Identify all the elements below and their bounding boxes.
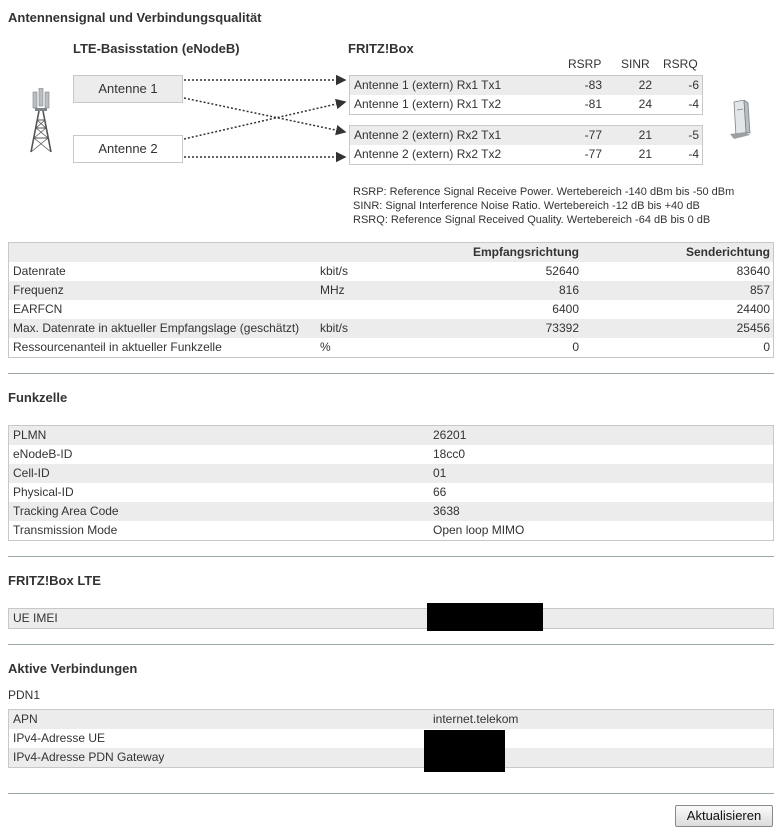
rate-rx: 73392 bbox=[545, 321, 579, 335]
col-head-rsrp: RSRP bbox=[568, 57, 602, 71]
separator bbox=[8, 793, 774, 794]
col-head-rsrq: RSRQ bbox=[663, 57, 698, 71]
router-icon bbox=[728, 100, 752, 140]
rates-table bbox=[8, 242, 774, 358]
table-row bbox=[9, 319, 773, 338]
cell-value: 26201 bbox=[433, 428, 467, 442]
table-row bbox=[9, 502, 773, 521]
legend-rsrp: RSRP: Reference Signal Receive Power. Wertebereich -140 dBm bis -50 dBm bbox=[353, 186, 735, 198]
signal-row-label: Antenne 2 (extern) Rx2 Tx1 bbox=[354, 128, 502, 142]
signal-sinr: 21 bbox=[638, 128, 652, 142]
signal-row-label: Antenne 1 (extern) Rx1 Tx2 bbox=[354, 97, 502, 111]
legend-rsrq: RSRQ: Reference Signal Received Quality. Wertebereich -64 dB bis 0 dB bbox=[353, 214, 711, 226]
cell-key: eNodeB-ID bbox=[13, 447, 73, 461]
rate-rx: 816 bbox=[558, 283, 579, 297]
rate-tx: 25456 bbox=[736, 321, 770, 335]
cell-key: PLMN bbox=[13, 428, 47, 442]
table-row bbox=[9, 748, 773, 767]
table-row bbox=[9, 609, 773, 628]
signal-rsrq: -6 bbox=[688, 78, 699, 92]
rate-unit: MHz bbox=[320, 283, 345, 297]
redacted-ip-addresses bbox=[424, 730, 505, 772]
imei-label: UE IMEI bbox=[13, 611, 58, 625]
table-row bbox=[9, 281, 773, 300]
rate-label: Ressourcenanteil in aktueller Funkzelle bbox=[13, 340, 222, 354]
table-row bbox=[9, 300, 773, 319]
table-row bbox=[9, 521, 773, 540]
header-rx: Empfangsrichtung bbox=[472, 245, 579, 259]
cell-value: 01 bbox=[433, 466, 447, 480]
table-row bbox=[9, 483, 773, 502]
header-tx: Senderichtung bbox=[685, 245, 770, 259]
rate-rx: 6400 bbox=[552, 302, 579, 316]
table-row bbox=[9, 445, 773, 464]
legend-sinr: SINR: Signal Interference Noise Ratio. Wertebereich -12 dB bis +40 dB bbox=[353, 200, 700, 212]
fritzbox-label: FRITZ!Box bbox=[348, 41, 414, 56]
cell-value: 18cc0 bbox=[433, 447, 466, 461]
lte-basestation-label: LTE-Basisstation (eNodeB) bbox=[73, 41, 240, 56]
rates-table-header bbox=[9, 243, 773, 262]
table-row bbox=[9, 710, 773, 729]
table-row bbox=[9, 262, 773, 281]
cell-value: 3638 bbox=[433, 504, 460, 518]
connections-table bbox=[8, 709, 774, 768]
cell-key: Cell-ID bbox=[13, 466, 50, 480]
signal-row-label: Antenne 1 (extern) Rx1 Tx1 bbox=[354, 78, 502, 92]
separator bbox=[8, 556, 774, 557]
signal-sinr: 21 bbox=[638, 147, 652, 161]
cell-value: Open loop MIMO bbox=[433, 523, 525, 537]
fritzbox-table bbox=[8, 608, 774, 629]
cell-value: 66 bbox=[433, 485, 447, 499]
pdn-label: PDN1 bbox=[8, 688, 41, 702]
signal-sinr: 24 bbox=[638, 97, 652, 111]
antenna-1-box: Antenne 1 bbox=[73, 75, 183, 103]
signal-rsrp: -81 bbox=[584, 97, 602, 111]
refresh-button[interactable]: Aktualisieren bbox=[675, 805, 773, 827]
signal-rsrp: -83 bbox=[584, 78, 602, 92]
signal-group-antenna-2 bbox=[349, 125, 703, 165]
rate-unit: kbit/s bbox=[320, 264, 349, 278]
section-title-signal: Antennensignal und Verbindungsqualität bbox=[8, 10, 262, 25]
separator bbox=[8, 373, 774, 374]
section-title-funkzelle: Funkzelle bbox=[8, 390, 68, 405]
signal-row bbox=[350, 126, 702, 145]
conn-key: IPv4-Adresse PDN Gateway bbox=[13, 750, 165, 764]
rate-tx: 83640 bbox=[736, 264, 770, 278]
signal-group-antenna-1 bbox=[349, 75, 703, 115]
rate-tx: 857 bbox=[749, 283, 770, 297]
section-title-connections: Aktive Verbindungen bbox=[8, 661, 138, 676]
signal-row-label: Antenne 2 (extern) Rx2 Tx2 bbox=[354, 147, 502, 161]
rate-label: Frequenz bbox=[13, 283, 64, 297]
rate-rx: 0 bbox=[572, 340, 579, 354]
signal-rsrq: -4 bbox=[688, 97, 699, 111]
signal-rsrq: -4 bbox=[688, 147, 699, 161]
rate-tx: 0 bbox=[763, 340, 770, 354]
rate-rx: 52640 bbox=[545, 264, 579, 278]
table-row bbox=[9, 338, 773, 357]
cell-key: Transmission Mode bbox=[13, 523, 118, 537]
redacted-imei bbox=[427, 603, 543, 631]
section-title-fritzbox-lte: FRITZ!Box LTE bbox=[8, 573, 101, 588]
signal-rsrp: -77 bbox=[584, 147, 602, 161]
col-head-sinr: SINR bbox=[621, 57, 650, 71]
signal-sinr: 22 bbox=[638, 78, 652, 92]
antenna-2-box: Antenne 2 bbox=[73, 135, 183, 163]
rate-label: Datenrate bbox=[13, 264, 66, 278]
signal-rsrq: -5 bbox=[688, 128, 699, 142]
rate-unit: kbit/s bbox=[320, 321, 349, 335]
signal-row bbox=[350, 76, 702, 95]
funkzelle-table bbox=[8, 425, 774, 541]
signal-row bbox=[350, 145, 702, 164]
signal-row bbox=[350, 95, 702, 114]
signal-rsrp: -77 bbox=[584, 128, 602, 142]
cell-key: Physical-ID bbox=[13, 485, 74, 499]
table-row bbox=[9, 426, 773, 445]
table-row bbox=[9, 729, 773, 748]
conn-key: IPv4-Adresse UE bbox=[13, 731, 106, 745]
rate-label: EARFCN bbox=[13, 302, 63, 316]
conn-value: internet.telekom bbox=[433, 712, 519, 726]
rate-tx: 24400 bbox=[736, 302, 770, 316]
rate-label: Max. Datenrate in aktueller Empfangslage (geschätzt) bbox=[13, 321, 300, 335]
rate-unit: % bbox=[320, 340, 331, 354]
conn-key: APN bbox=[13, 712, 38, 726]
cell-key: Tracking Area Code bbox=[13, 504, 119, 518]
table-row bbox=[9, 464, 773, 483]
separator bbox=[8, 644, 774, 645]
